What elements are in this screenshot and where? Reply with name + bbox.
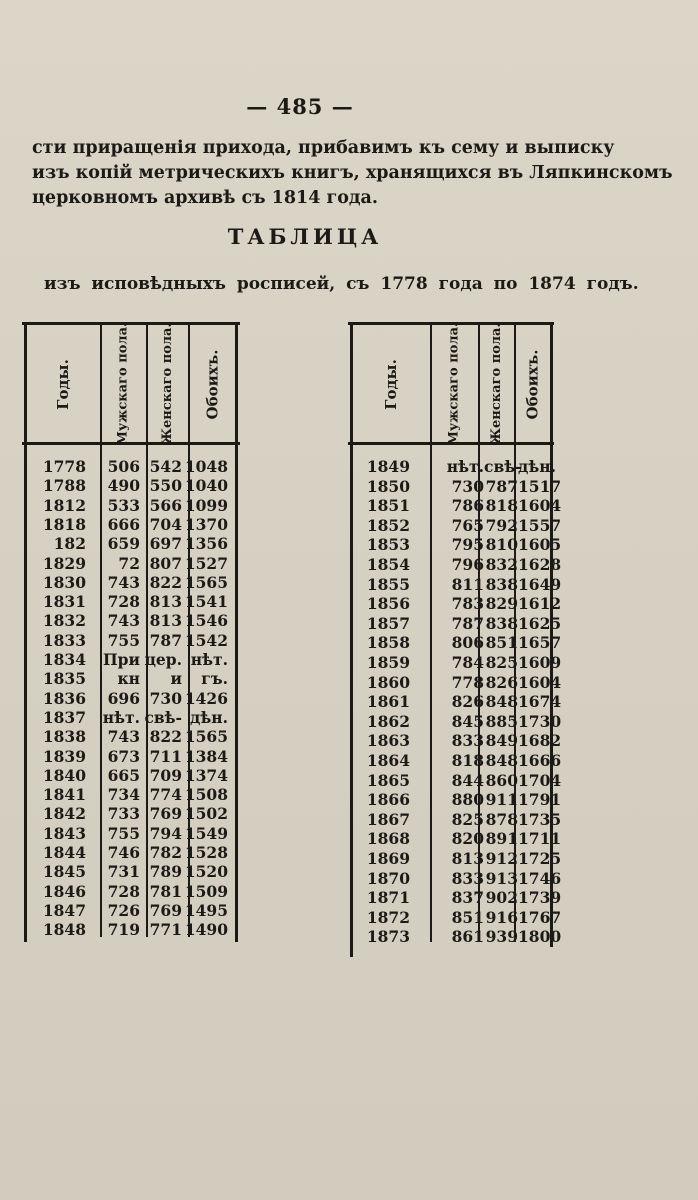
cell-m: 825 [451, 809, 484, 829]
cell-f: 794 [149, 823, 182, 843]
cell-f: 810 [485, 535, 518, 555]
cell-f: 792 [485, 515, 518, 535]
cell-year: 1858 [366, 633, 410, 653]
header-male: Мужскаго пола. [116, 322, 131, 446]
table-row [22, 727, 228, 748]
cell-year: 1864 [366, 751, 410, 770]
cell-year: 1830 [42, 572, 86, 592]
cell-b: 1682 [518, 731, 562, 751]
header-male: Мужскаго пола. [447, 322, 462, 446]
table-row [22, 804, 228, 825]
cell-f: 829 [485, 594, 518, 614]
cell-year: 1818 [42, 514, 86, 534]
cell-year: 1868 [366, 829, 410, 849]
cell-m: 728 [107, 592, 140, 612]
cell-b: 1549 [184, 823, 228, 843]
table-row [348, 555, 562, 576]
cell-b: 1746 [518, 868, 562, 888]
cell-f: 851 [485, 633, 518, 653]
cell-year: 1859 [366, 653, 410, 672]
table-row [22, 650, 228, 671]
cell-year: 1857 [366, 613, 410, 633]
cell-f: 818 [485, 496, 518, 516]
table-row [348, 653, 562, 674]
cell-year: 1869 [366, 849, 410, 868]
cell-b: нѣт. [190, 650, 228, 669]
cell-year: 1854 [366, 555, 410, 574]
cell-f: 813 [149, 592, 182, 612]
cell-year: 1835 [42, 669, 86, 689]
header-years: Годы. [53, 358, 72, 410]
cell-f: 849 [485, 731, 518, 751]
cell-year: 1866 [366, 790, 410, 810]
cell-f: 771 [149, 920, 182, 940]
cell-year: 1850 [366, 476, 410, 496]
cell-year: 1862 [366, 711, 410, 731]
cell-f: 891 [485, 829, 518, 849]
cell-b: дѣн. [518, 457, 556, 476]
table-row [348, 613, 562, 635]
cell-year: 1861 [366, 692, 410, 712]
cell-m: 728 [107, 881, 140, 901]
table-row [22, 785, 228, 806]
cell-f: 566 [149, 495, 182, 515]
cell-f: 885 [485, 711, 518, 731]
cell-b: 1649 [518, 574, 562, 594]
cell-b: 1490 [184, 920, 228, 940]
cell-b: дѣн. [190, 707, 228, 727]
cell-f: 832 [485, 555, 518, 574]
cell-b: 1541 [184, 592, 228, 612]
table-row [348, 888, 562, 909]
cell-f: 782 [149, 843, 182, 862]
cell-b: 1666 [518, 751, 562, 770]
cell-m: 734 [107, 785, 140, 805]
cell-f: 826 [485, 672, 518, 692]
cell-m: 731 [107, 862, 140, 882]
cell-b: 1565 [184, 727, 228, 747]
table-row [22, 669, 228, 690]
table-title: ТАБЛИЦА [227, 224, 383, 249]
cell-m: 826 [451, 692, 484, 712]
cell-f: 916 [485, 907, 518, 927]
cell-year: 1848 [42, 920, 86, 940]
cell-year: 1840 [42, 765, 86, 785]
cell-b: 1730 [518, 711, 562, 731]
cell-f: 822 [149, 572, 182, 592]
cell-year: 1846 [42, 881, 86, 901]
cell-b: 1604 [518, 672, 562, 692]
table-row [22, 554, 228, 575]
cell-b: 1657 [518, 633, 562, 653]
cell-b: 1546 [184, 611, 228, 631]
cell-m: 730 [451, 476, 484, 496]
cell-f: 769 [149, 804, 182, 824]
table-subtitle: изъ исповѣдныхъ росписей, съ 1778 года по 1874 годъ. [44, 274, 639, 294]
cell-b: 1040 [184, 476, 228, 496]
cell-f: свѣ- [484, 457, 522, 476]
table-row [348, 574, 562, 596]
cell-b: 1356 [184, 534, 228, 554]
cell-year: 1863 [366, 731, 410, 751]
cell-f: 704 [149, 514, 182, 534]
table-row [22, 843, 228, 864]
cell-year: 1847 [42, 900, 86, 920]
cell-b: 1048 [184, 457, 228, 476]
cell-b: 1508 [184, 785, 228, 805]
cell-b: 1711 [518, 829, 562, 849]
cell-m: нѣт. [446, 457, 484, 476]
cell-b: 1517 [518, 476, 562, 496]
cell-f: 781 [149, 881, 182, 901]
cell-b: 1791 [518, 790, 562, 810]
cell-m: 778 [451, 672, 484, 692]
table-row [348, 829, 562, 850]
cell-year: 1871 [366, 888, 410, 908]
cell-year: 1844 [42, 843, 86, 862]
cell-m: При [103, 650, 140, 669]
cell-m: 743 [107, 611, 140, 631]
cell-f: 813 [149, 611, 182, 631]
cell-year: 1853 [366, 535, 410, 555]
table-row [348, 535, 562, 556]
cell-year: 1829 [42, 553, 86, 573]
table-row [22, 592, 228, 613]
cell-f: 848 [485, 692, 518, 712]
right-table [348, 322, 562, 962]
table-row [22, 920, 228, 941]
cell-m: 719 [107, 920, 140, 940]
cell-m: 733 [107, 804, 140, 824]
cell-year: 1851 [366, 496, 410, 516]
cell-m: 783 [451, 594, 484, 614]
cell-year: 1865 [366, 770, 410, 790]
cell-b: 1604 [518, 496, 562, 516]
cell-b: 1557 [518, 515, 562, 535]
cell-m: 726 [107, 900, 140, 920]
cell-m: 533 [107, 495, 140, 515]
table-row [22, 708, 228, 729]
table-row [348, 907, 562, 929]
table-row [22, 882, 228, 903]
cell-m: 787 [451, 613, 484, 633]
table-row [22, 824, 228, 845]
table-row [22, 611, 228, 632]
cell-m: 490 [107, 476, 140, 496]
cell-m: 696 [107, 688, 140, 708]
cell-f: 807 [149, 553, 182, 573]
header-both: Обоихъ. [523, 349, 542, 419]
table-row [22, 476, 228, 497]
cell-year: 1867 [366, 809, 410, 829]
cell-f: 878 [485, 809, 518, 829]
cell-m: 786 [451, 496, 484, 516]
cell-f: 913 [485, 868, 518, 888]
cell-f: 912 [485, 849, 518, 868]
cell-m: 833 [451, 868, 484, 888]
table-row [348, 790, 562, 811]
cell-b: 1605 [518, 535, 562, 555]
table-row [22, 766, 228, 787]
cell-m: 666 [107, 514, 140, 534]
cell-b: 1565 [184, 572, 228, 592]
cell-year: 1860 [366, 672, 410, 692]
cell-year: 1833 [42, 630, 86, 650]
cell-f: 730 [149, 688, 182, 708]
table-row [348, 692, 562, 713]
cell-year: 1849 [366, 457, 410, 476]
cell-f: 902 [485, 888, 518, 908]
table-row [348, 633, 562, 654]
cell-b: 1099 [184, 495, 228, 515]
table-row [348, 711, 562, 733]
intro-line: сти приращенія прихода, прибавимъ къ сему и выписку [32, 138, 615, 158]
cell-b: 1426 [184, 688, 228, 708]
cell-m: 837 [451, 888, 484, 908]
cell-f: 550 [149, 476, 182, 496]
cell-year: 1778 [42, 457, 86, 476]
table-top-rule [22, 322, 240, 325]
cell-m: 880 [451, 790, 484, 810]
table-row [348, 927, 562, 948]
table-row [22, 515, 228, 536]
cell-f: 822 [149, 727, 182, 747]
table-row [348, 849, 562, 870]
cell-year: 1839 [42, 746, 86, 766]
cell-f: 709 [149, 765, 182, 785]
cell-m: 833 [451, 731, 484, 751]
header-years: Годы. [381, 358, 400, 410]
cell-year: 1843 [42, 823, 86, 843]
intro-paragraph [32, 136, 673, 211]
header-rule [22, 442, 240, 445]
cell-year: 1836 [42, 688, 86, 708]
intro-line: церковномъ архивѣ съ 1814 года. [32, 188, 378, 208]
cell-m: 755 [107, 630, 140, 650]
cell-b: 1725 [518, 849, 562, 868]
cell-f: 939 [485, 927, 518, 947]
page-number: — 485 — [246, 94, 354, 119]
cell-m: 755 [107, 823, 140, 843]
cell-b: 1674 [518, 692, 562, 712]
cell-m: 851 [451, 907, 484, 927]
cell-year: 1837 [42, 707, 86, 727]
header-female: Женскаго пола. [489, 322, 505, 446]
table-row [348, 594, 562, 615]
table-row [348, 457, 556, 478]
cell-f: 848 [485, 751, 518, 770]
cell-b: 1628 [518, 555, 562, 574]
table-row [22, 534, 228, 555]
cell-f: 787 [149, 630, 182, 650]
cell-m: 844 [451, 770, 484, 790]
cell-f: 838 [485, 574, 518, 594]
cell-m: 818 [451, 751, 484, 770]
cell-m: 765 [451, 515, 484, 535]
cell-b: 1520 [184, 862, 228, 882]
cell-year: 1856 [366, 594, 410, 614]
cell-b: 1502 [184, 804, 228, 824]
cell-b: 1609 [518, 653, 562, 672]
table-row [348, 868, 562, 890]
cell-year: 182 [53, 534, 86, 554]
table-row [348, 809, 562, 831]
cell-m: 796 [451, 555, 484, 574]
cell-f: цер. [144, 650, 182, 669]
cell-m: 665 [107, 765, 140, 785]
table-row [22, 689, 228, 710]
cell-m: 820 [451, 829, 484, 849]
cell-f: и [170, 669, 182, 689]
cell-year: 1842 [42, 804, 86, 824]
table-row [348, 496, 562, 517]
cell-m: 784 [451, 653, 484, 672]
table-row [348, 476, 562, 498]
cell-m: 743 [107, 727, 140, 747]
cell-b: 1495 [184, 900, 228, 920]
cell-m: 813 [451, 849, 484, 868]
cell-year: 1838 [42, 727, 86, 747]
table-row [22, 901, 228, 922]
cell-f: 769 [149, 900, 182, 920]
cell-b: 1735 [518, 809, 562, 829]
cell-year: 1841 [42, 785, 86, 805]
column-rule [235, 322, 238, 942]
cell-year: 1872 [366, 907, 410, 927]
cell-m: 673 [107, 746, 140, 766]
header-both: Обоихъ. [203, 349, 221, 419]
table-row [22, 457, 228, 478]
cell-b: 1800 [518, 927, 562, 947]
cell-b: 1542 [184, 630, 228, 650]
cell-year: 1845 [42, 862, 86, 882]
cell-m: кн [117, 669, 140, 689]
table-row [22, 631, 228, 652]
cell-b: 1767 [518, 907, 562, 927]
table-row [348, 751, 562, 772]
cell-m: 506 [107, 457, 140, 476]
cell-m: нѣт. [102, 707, 140, 727]
cell-m: 72 [118, 553, 140, 573]
cell-m: 743 [107, 572, 140, 592]
cell-f: свѣ- [144, 707, 182, 727]
cell-m: 795 [451, 535, 484, 555]
cell-year: 1870 [366, 868, 410, 888]
cell-year: 1852 [366, 515, 410, 535]
cell-m: 659 [107, 534, 140, 554]
cell-b: 1704 [518, 770, 562, 790]
cell-m: 811 [451, 574, 484, 594]
table-row [22, 862, 228, 883]
cell-year: 1873 [366, 927, 410, 947]
cell-f: 787 [485, 476, 518, 496]
cell-b: 1612 [518, 594, 562, 614]
cell-b: 1384 [184, 746, 228, 766]
table-row [348, 770, 562, 792]
cell-f: 825 [485, 653, 518, 672]
table-row [22, 496, 228, 517]
left-table [22, 322, 240, 962]
cell-f: 838 [485, 613, 518, 633]
cell-m: 845 [451, 711, 484, 731]
cell-b: 1625 [518, 613, 562, 633]
cell-year: 1855 [366, 574, 410, 594]
table-row [348, 515, 562, 537]
cell-f: 774 [149, 785, 182, 805]
cell-m: 746 [107, 843, 140, 862]
cell-f: 542 [149, 457, 182, 476]
cell-m: 861 [451, 927, 484, 947]
intro-line: изъ копій метрическихъ книгъ, хранящихся въ Ляпкинскомъ [32, 163, 673, 183]
cell-b: 1374 [184, 765, 228, 785]
cell-b: 1527 [184, 553, 228, 573]
table-row [22, 573, 228, 594]
table-row [348, 672, 562, 694]
cell-f: 860 [485, 770, 518, 790]
cell-b: 1739 [518, 888, 562, 908]
cell-year: 1831 [42, 592, 86, 612]
cell-b: гъ. [201, 669, 228, 689]
cell-b: 1509 [184, 881, 228, 901]
cell-b: 1370 [184, 514, 228, 534]
cell-m: 806 [451, 633, 484, 653]
cell-b: 1528 [184, 843, 228, 862]
table-row [22, 747, 228, 768]
cell-f: 789 [149, 862, 182, 882]
cell-f: 911 [485, 790, 518, 810]
cell-year: 1812 [42, 495, 86, 515]
header-female: Женскаго пола. [160, 322, 176, 446]
table-row [348, 731, 562, 752]
cell-year: 1788 [42, 476, 86, 496]
cell-year: 1834 [42, 650, 86, 669]
cell-f: 711 [149, 746, 182, 766]
cell-year: 1832 [42, 611, 86, 631]
cell-f: 697 [149, 534, 182, 554]
